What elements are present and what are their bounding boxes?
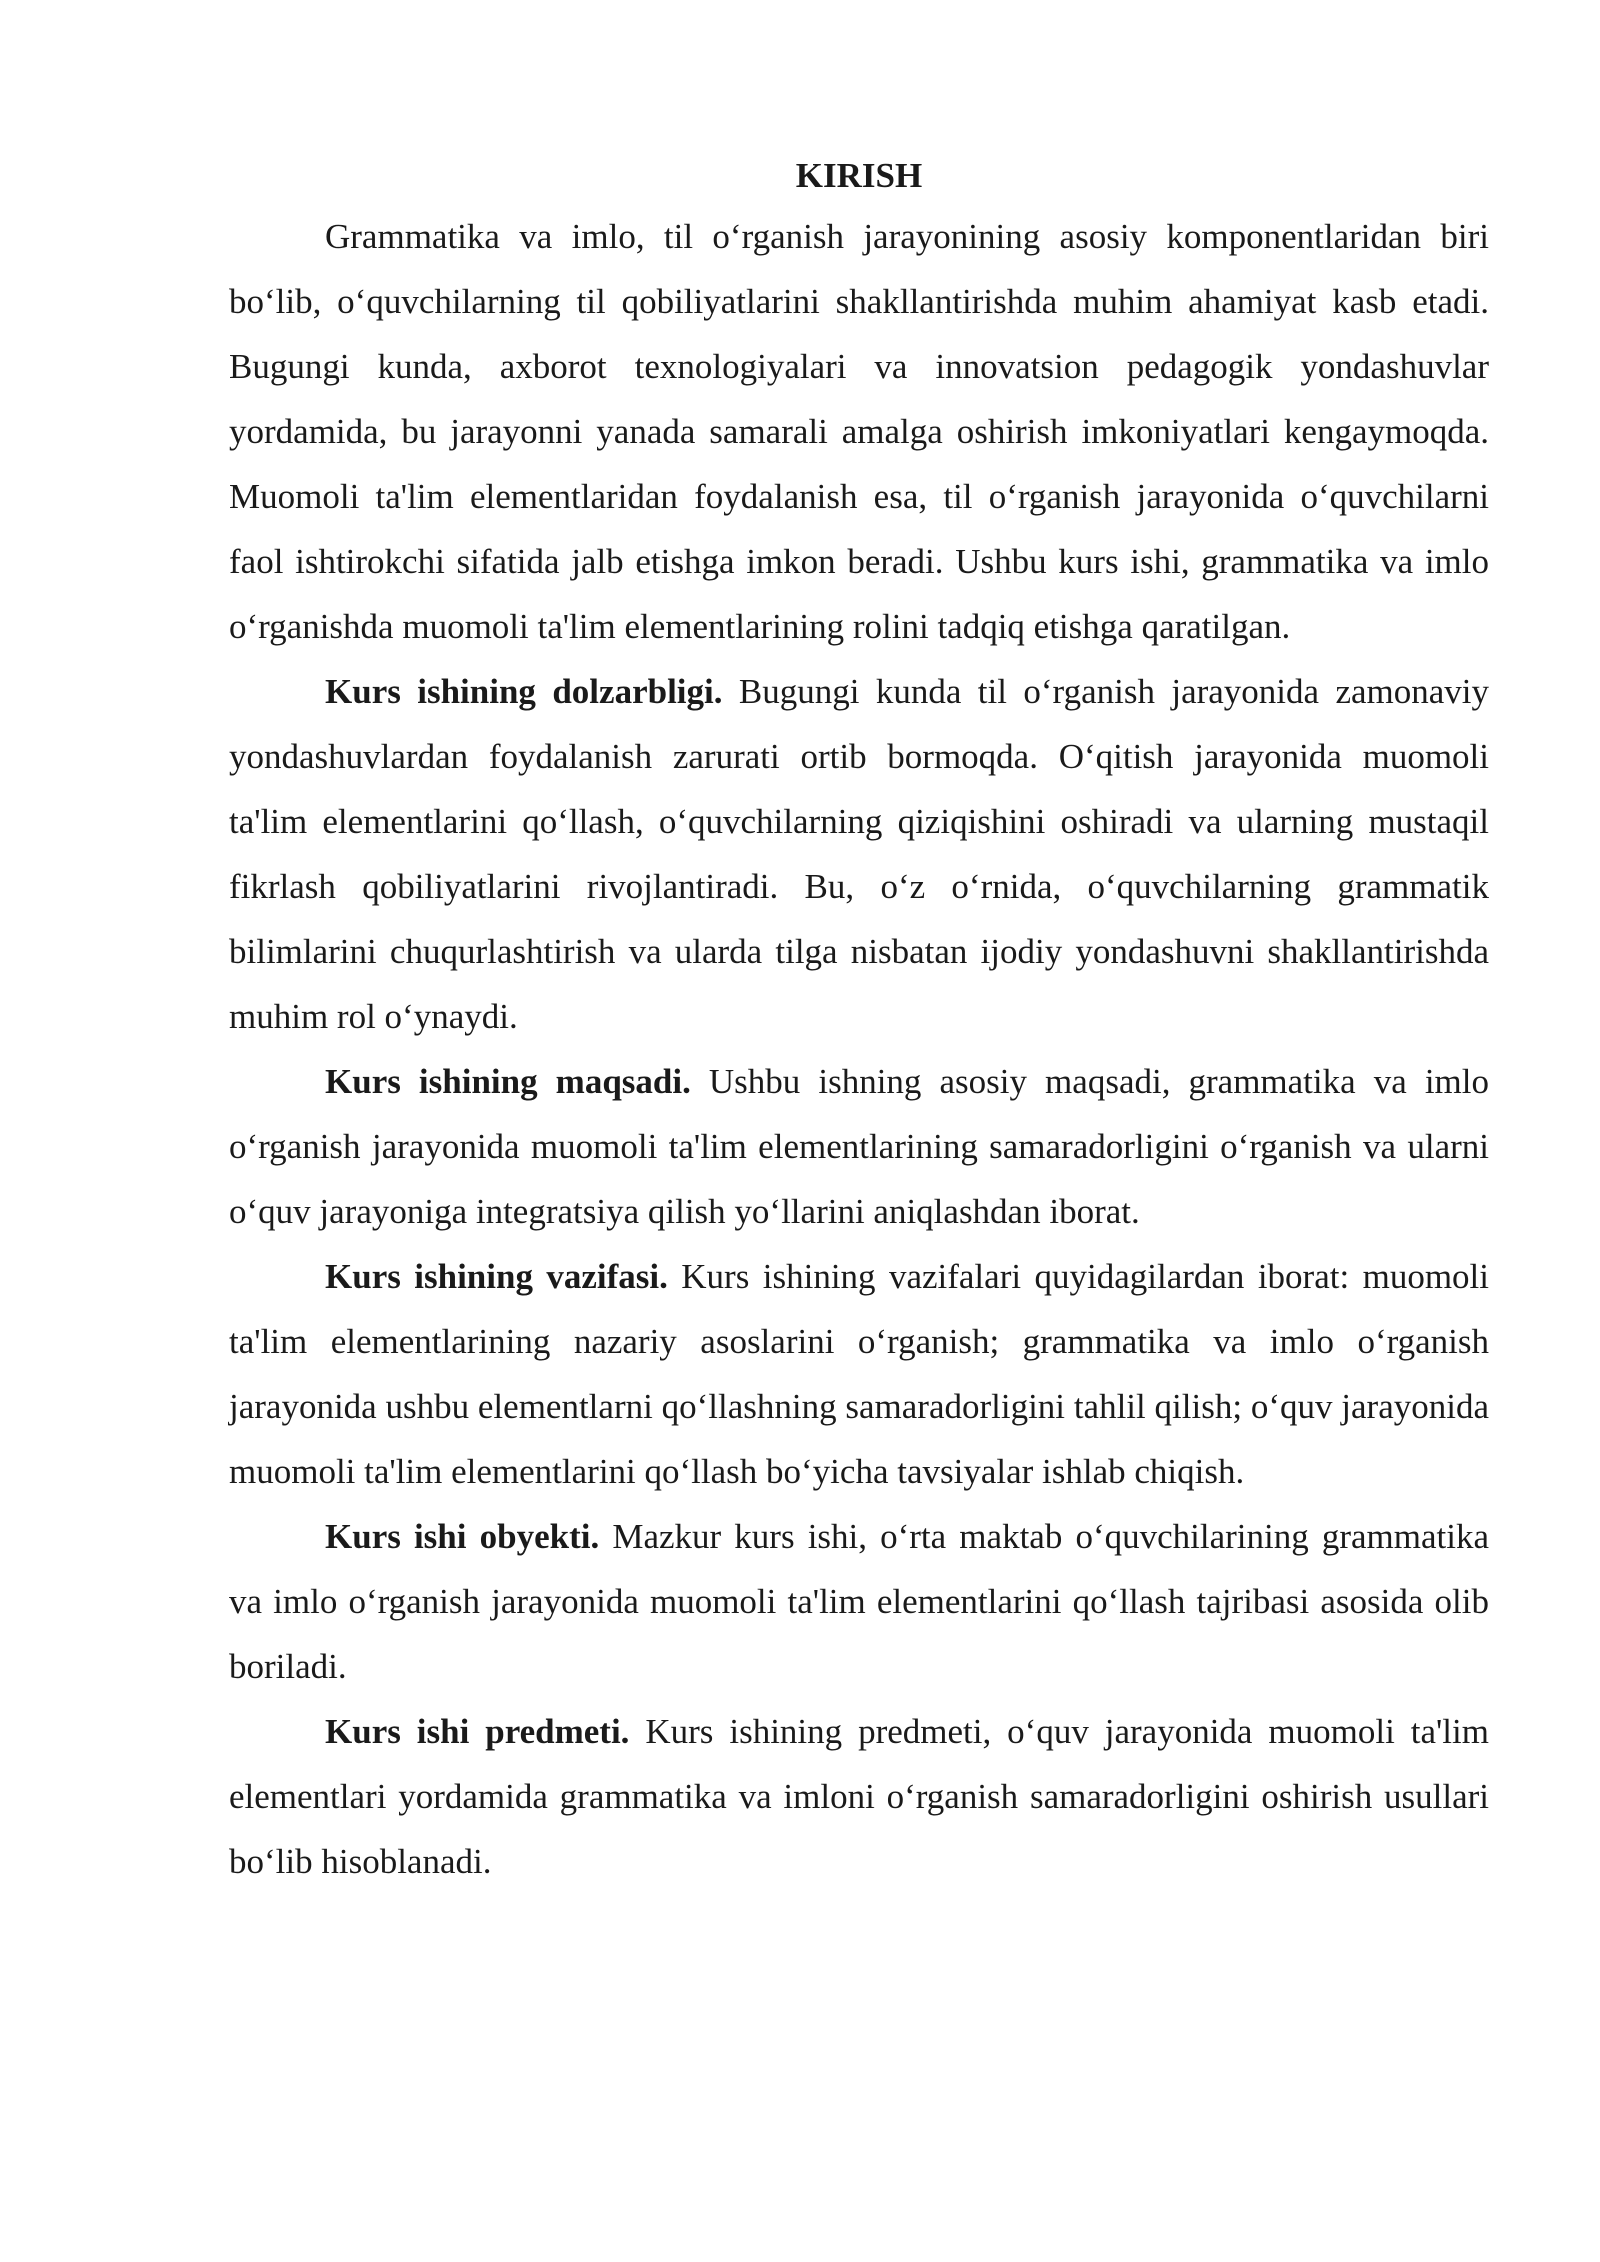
paragraph-heading: Kurs ishining vazifasi.	[325, 1257, 668, 1296]
paragraph-heading: Kurs ishi predmeti.	[325, 1712, 630, 1751]
document-page	[229, 148, 1489, 1894]
paragraph-tasks	[229, 1244, 1489, 1504]
paragraph-heading: Kurs ishi obyekti.	[325, 1517, 600, 1556]
paragraph-heading: Kurs ishining maqsadi.	[325, 1062, 691, 1101]
page-title: KIRISH	[795, 156, 923, 195]
paragraph-heading: Kurs ishining dolzarbligi.	[325, 672, 723, 711]
paragraph-text: Kurs ishining vazifalari quyidagilardan iborat: muomoli ta'lim elementlarining nazariy asoslarini o‘rganish; grammatika va imlo o‘rganish jarayonida ushbu elementlarni qo‘llashning samaradorligini tahlil qilish; o‘quv jarayonida muomoli ta'lim elementlarini qo‘llash bo‘yicha tavsiyalar ishlab chiqish.	[229, 1257, 1489, 1491]
paragraph-intro	[229, 204, 1489, 659]
paragraph-object	[229, 1504, 1489, 1699]
paragraph-text: Grammatika va imlo, til o‘rganish jarayonining asosiy komponentlaridan biri bo‘lib, o‘quvchilarning til qobiliyatlarini shakllantirishda muhim ahamiyat kasb etadi. Bugungi kunda, axborot texnologiyalari va innovatsion pedagogik yondashuvlar yordamida, bu jarayonni yanada samarali amalga oshirish imkoniyatlari kengaymoqda. Muomoli ta'lim elementlaridan foydalanish esa, til o‘rganish jarayonida o‘quvchilarni faol ishtirokchi sifatida jalb etishga imkon beradi. Ushbu kurs ishi, grammatika va imlo o‘rganishda muomoli ta'lim elementlarining rolini tadqiq etishga qaratilgan.	[229, 217, 1489, 646]
paragraph-goal	[229, 1049, 1489, 1244]
paragraph-text: Mazkur kurs ishi, o‘rta maktab o‘quvchilarining grammatika va imlo o‘rganish jarayonida muomoli ta'lim elementlarini qo‘llash tajribasi asosida olib boriladi.	[229, 1517, 1489, 1686]
paragraph-subject	[229, 1699, 1489, 1894]
paragraph-relevance	[229, 659, 1489, 1049]
paragraph-text: Ushbu ishning asosiy maqsadi, grammatika va imlo o‘rganish jarayonida muomoli ta'lim elementlarining samaradorligini o‘rganish va ularni o‘quv jarayoniga integratsiya qilish yo‘llarini aniqlashdan iborat.	[229, 1062, 1489, 1231]
paragraph-text: Kurs ishining predmeti, o‘quv jarayonida muomoli ta'lim elementlari yordamida grammatika va imloni o‘rganish samaradorligini oshirish usullari bo‘lib hisoblanadi.	[229, 1712, 1489, 1881]
paragraph-text: Bugungi kunda til o‘rganish jarayonida zamonaviy yondashuvlardan foydalanish zarurati ortib bormoqda. O‘qitish jarayonida muomoli ta'lim elementlarini qo‘llash, o‘quvchilarning qiziqishini oshiradi va ularning mustaqil fikrlash qobiliyatlarini rivojlantiradi. Bu, o‘z o‘rnida, o‘quvchilarning grammatik bilimlarini chuqurlashtirish va ularda tilga nisbatan ijodiy yondashuvni shakllantirishda muhim rol o‘ynaydi.	[229, 672, 1490, 1036]
